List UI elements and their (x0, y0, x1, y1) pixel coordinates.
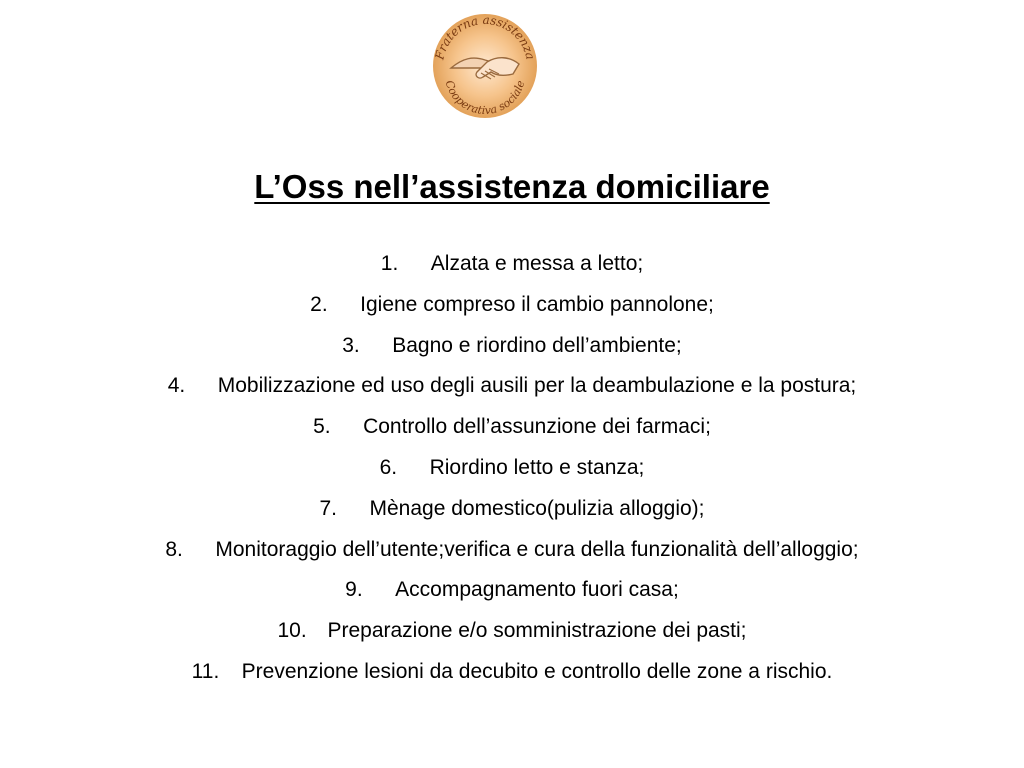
list-item (0, 285, 1024, 326)
item-number: 5. (313, 415, 331, 439)
item-text: Controllo dell’assunzione dei farmaci; (363, 415, 711, 439)
item-number: 6. (379, 455, 398, 479)
item-number: 8. (165, 537, 183, 561)
list-item (0, 326, 1024, 367)
item-text: Accompagnamento fuori casa; (395, 578, 679, 602)
item-text: Monitoraggio dell’utente;verifica e cura della funzionalità dell’alloggio; (215, 537, 859, 561)
item-text: Prevenzione lesioni da decubito e controllo delle zone a rischio. (241, 659, 833, 683)
item-text: Preparazione e/o somministrazione dei pasti; (327, 619, 747, 643)
item-number: 10. (277, 619, 307, 643)
list-item (0, 652, 1024, 693)
handshake-icon (421, 2, 549, 130)
task-list (0, 244, 1024, 693)
logo-text-top: Fraterna assistenza (432, 12, 538, 61)
list-item (0, 366, 1024, 407)
item-number: 11. (191, 659, 220, 683)
item-number: 1. (380, 252, 399, 275)
item-number: 3. (342, 333, 360, 357)
item-text: Mènage domestico(pulizia alloggio); (369, 496, 705, 520)
item-number: 2. (310, 292, 328, 316)
item-number: 9. (345, 578, 363, 602)
list-item (0, 244, 1024, 285)
list-item (0, 448, 1024, 489)
list-item (0, 570, 1024, 611)
page-title: L’Oss nell’assistenza domiciliare (254, 168, 770, 205)
logo-text-bottom: Cooperativa sociale (442, 78, 528, 118)
list-item (0, 489, 1024, 530)
item-text: Alzata e messa a letto; (430, 252, 644, 275)
item-number: 7. (319, 496, 337, 520)
list-item (0, 407, 1024, 448)
item-text: Riordino letto e stanza; (429, 455, 645, 479)
item-text: Mobilizzazione ed uso degli ausili per la deambulazione e la postura; (217, 374, 857, 398)
list-item (0, 530, 1024, 571)
item-number: 4. (167, 374, 186, 398)
item-text: Igiene compreso il cambio pannolone; (360, 292, 714, 316)
list-item (0, 611, 1024, 652)
item-text: Bagno e riordino dell’ambiente; (392, 333, 682, 357)
cooperative-logo (421, 2, 549, 130)
